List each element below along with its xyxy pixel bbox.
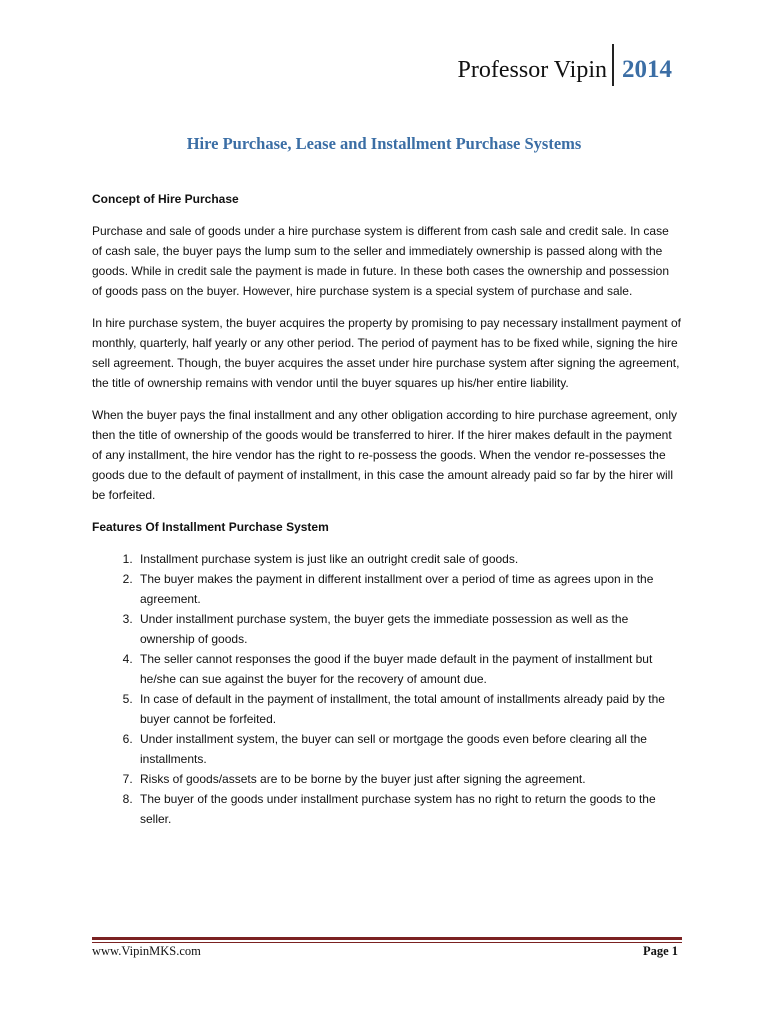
list-item: 2. The buyer makes the payment in different installment over a period of time as agrees upon in the agreement. xyxy=(136,569,682,609)
footer-rule-thin xyxy=(92,942,682,943)
list-item: 8. The buyer of the goods under installment purchase system has no right to return the goods to the seller. xyxy=(136,789,682,829)
document-title: Hire Purchase, Lease and Installment Purchase Systems xyxy=(186,134,582,153)
footer-rule xyxy=(92,937,682,940)
paragraph: When the buyer pays the final installment and any other obligation according to hire purchase agreement, only then the title of ownership of the goods would be transferred to hirer. If the hirer makes default in the payment of any installment, the hire vendor has the right to re-possess the goods. When the vendor re-possesses the goods due to the default of payment of installment, in this case the amount already paid so far by the hirer will be forfeited. xyxy=(92,408,678,502)
list-item: 1. Installment purchase system is just like an outright credit sale of goods. xyxy=(136,549,682,569)
list-item: 3. Under installment purchase system, the buyer gets the immediate possession as well as the ownership of goods. xyxy=(136,609,682,649)
section-heading-concept: Concept of Hire Purchase xyxy=(92,192,239,206)
document-body xyxy=(92,189,682,829)
paragraph: In hire purchase system, the buyer acquires the property by promising to pay necessary installment payment of monthly, quarterly, half yearly or any other period. The period of payment has to be fixed while, signing the hire sell agreement. Though, the buyer acquires the asset under hire purchase system after signing the agreement, the title of ownership remains with vendor until the buyer squares up his/her entire liability. xyxy=(92,316,681,390)
paragraph: Purchase and sale of goods under a hire purchase system is different from cash sale and credit sale. In case of cash sale, the buyer pays the lump sum to the seller and immediately ownership is passed along with the goods. While in credit sale the payment is made in future. In these both cases the ownership and possession of goods pass on the buyer. However, hire purchase system is a special system of purchase and sale. xyxy=(92,224,669,298)
footer-page-number: Page 1 xyxy=(642,944,678,958)
list-item: 7. Risks of goods/assets are to be borne by the buyer just after signing the agreement. xyxy=(136,769,682,789)
page-header xyxy=(458,44,672,86)
section-heading-features: Features Of Installment Purchase System xyxy=(92,520,329,534)
features-list xyxy=(92,549,682,829)
header-year: 2014 xyxy=(622,56,672,83)
list-item: 4. The seller cannot responses the good if the buyer made default in the payment of installment but he/she can sue against the buyer for the recovery of amount due. xyxy=(136,649,682,689)
footer-url: www.VipinMKS.com xyxy=(92,944,201,958)
list-item: 5. In case of default in the payment of installment, the total amount of installments already paid by the buyer cannot be forfeited. xyxy=(136,689,682,729)
list-item: 6. Under installment system, the buyer can sell or mortgage the goods even before clearing all the installments. xyxy=(136,729,682,769)
header-author: Professor Vipin xyxy=(457,57,607,83)
